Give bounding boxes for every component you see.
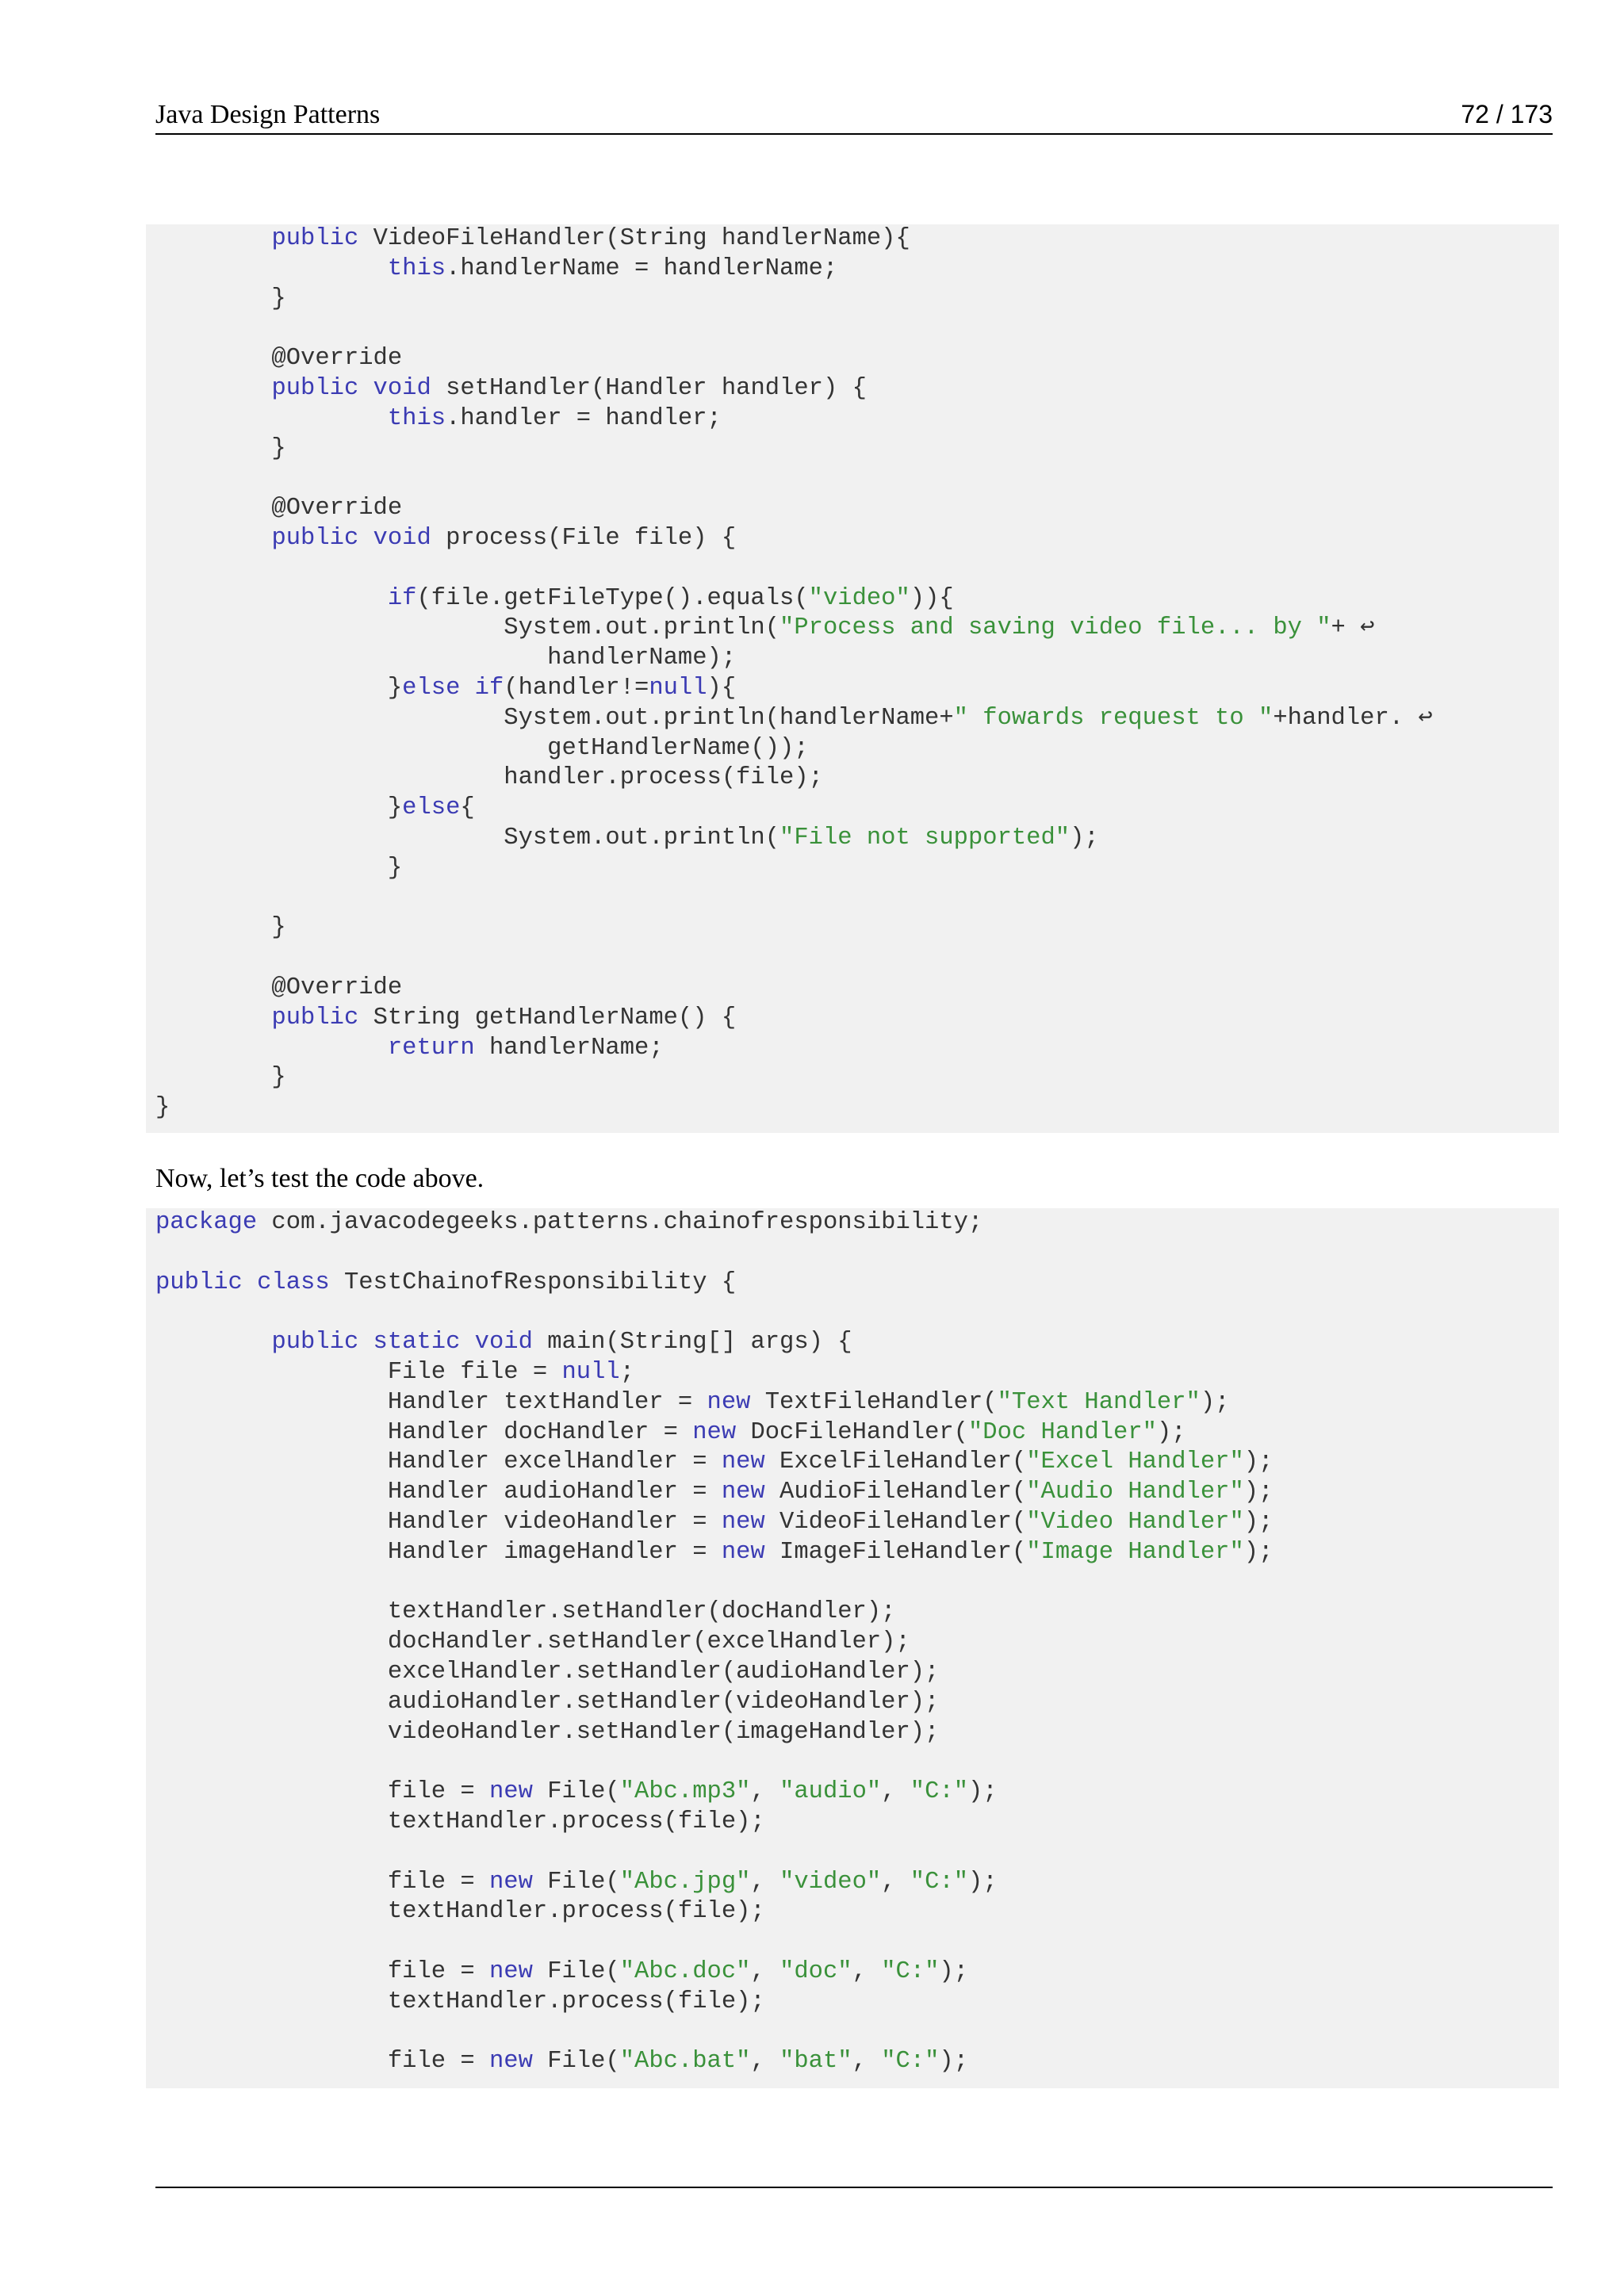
- code-keyword: new: [721, 1479, 765, 1506]
- code-keyword: public: [271, 225, 359, 252]
- code-text: );: [939, 1957, 969, 1985]
- code-line: [155, 285, 1559, 315]
- code-text: );: [1243, 1448, 1274, 1476]
- code-text: String getHandlerName() {: [358, 1004, 737, 1031]
- code-text: ExcelFileHandler(: [764, 1448, 1027, 1476]
- code-line: [155, 884, 1559, 914]
- code-text: [155, 1004, 271, 1031]
- code-text: TextFileHandler(: [750, 1388, 998, 1416]
- code-string: "Text Handler": [997, 1388, 1201, 1416]
- code-text: docHandler.setHandler(excelHandler);: [155, 1628, 910, 1656]
- code-text: );: [1200, 1388, 1230, 1416]
- code-string: "Video Handler": [1026, 1508, 1244, 1536]
- footer-rule: [155, 2187, 1553, 2188]
- code-line: [155, 943, 1559, 974]
- code-string: "Abc.jpg": [619, 1868, 751, 1896]
- code-keyword: if: [387, 584, 417, 612]
- code-string: "Excel Handler": [1026, 1448, 1244, 1476]
- code-string: "video": [779, 1868, 882, 1896]
- code-text: Handler audioHandler =: [155, 1479, 722, 1506]
- code-line: [155, 1063, 1559, 1093]
- code-string: " fowards request to ": [953, 704, 1274, 732]
- code-text: Handler videoHandler =: [155, 1508, 722, 1536]
- code-keyword: public: [271, 1004, 359, 1031]
- code-line: [155, 374, 1559, 404]
- code-text: [155, 225, 271, 252]
- code-string: "doc": [779, 1957, 852, 1985]
- code-keyword: public void: [271, 374, 431, 402]
- code-line: [155, 1777, 1559, 1808]
- code-line: [155, 1868, 1559, 1898]
- code-text: }: [155, 674, 403, 702]
- code-line: [155, 1004, 1559, 1034]
- code-text: file =: [155, 1778, 489, 1806]
- code-text: }: [155, 285, 286, 312]
- code-keyword: null: [561, 1358, 620, 1386]
- code-line: [155, 524, 1559, 554]
- code-string: "Audio Handler": [1026, 1479, 1244, 1506]
- code-text: }: [155, 914, 286, 942]
- code-line: [155, 1298, 1559, 1328]
- code-keyword: null: [649, 674, 707, 702]
- code-line: [155, 704, 1559, 734]
- code-line: [155, 854, 1559, 884]
- code-text: textHandler.process(file);: [155, 1988, 765, 2015]
- code-text: );: [968, 1778, 998, 1806]
- code-line: [155, 1718, 1559, 1748]
- code-text: File(: [532, 2048, 620, 2076]
- code-text: textHandler.process(file);: [155, 1898, 765, 1926]
- code-line: [155, 1508, 1559, 1538]
- code-text: main(String[] args) {: [532, 1329, 852, 1357]
- code-text: handlerName;: [474, 1034, 664, 1062]
- code-line: [155, 494, 1559, 524]
- code-text: ,: [750, 1868, 780, 1896]
- code-text: );: [1243, 1508, 1274, 1536]
- code-string: "C:": [881, 1957, 940, 1985]
- code-line: [155, 674, 1559, 704]
- page-number: 72 / 173: [1461, 100, 1553, 128]
- code-line: [155, 434, 1559, 465]
- code-keyword: new: [721, 1508, 765, 1536]
- code-line: [155, 1808, 1559, 1838]
- code-line: [155, 1478, 1559, 1508]
- code-text: );: [1070, 824, 1099, 851]
- code-line: [155, 614, 1559, 644]
- code-line: [155, 1358, 1559, 1388]
- code-string: "File not supported": [779, 824, 1071, 851]
- code-string: "Process and saving video file... by ": [779, 614, 1331, 642]
- code-text: file =: [155, 2048, 489, 2076]
- code-line: [155, 1448, 1559, 1478]
- code-text: .handler = handler;: [446, 404, 722, 432]
- code-block-video-file-handler: [146, 224, 1559, 1133]
- code-text: }: [155, 434, 286, 462]
- code-text: ,: [750, 1957, 780, 1985]
- code-text: com.javacodegeeks.patterns.chainofresponsibility;: [257, 1209, 983, 1236]
- code-line: [155, 1747, 1559, 1777]
- code-keyword: new: [707, 1388, 751, 1416]
- code-keyword: new: [488, 1957, 533, 1985]
- code-text: ;: [619, 1358, 635, 1386]
- code-text: [155, 525, 271, 552]
- document-title: Java Design Patterns: [155, 100, 381, 129]
- code-text: (handler!=: [504, 674, 649, 702]
- code-keyword: else if: [402, 674, 504, 702]
- code-text: System.out.println(: [155, 614, 780, 642]
- code-string: "C:": [910, 1868, 969, 1896]
- code-line: [155, 644, 1559, 674]
- code-line: [155, 554, 1559, 584]
- code-text: DocFileHandler(: [736, 1418, 968, 1446]
- code-text: getHandlerName());: [155, 734, 809, 762]
- code-text: File(: [532, 1957, 620, 1985]
- code-text: {: [460, 794, 475, 822]
- code-text: VideoFileHandler(: [764, 1508, 1027, 1536]
- code-line: [155, 763, 1559, 794]
- code-keyword: public static void: [271, 1329, 533, 1357]
- code-line: [155, 464, 1559, 494]
- page-header: [155, 100, 1553, 135]
- code-line: [155, 1093, 1559, 1123]
- code-text: excelHandler.setHandler(audioHandler);: [155, 1658, 940, 1686]
- code-text: @Override: [155, 345, 403, 373]
- code-text: [155, 375, 271, 402]
- code-string: "Abc.doc": [619, 1957, 751, 1985]
- code-text: Handler imageHandler =: [155, 1538, 722, 1566]
- code-text: System.out.println(: [155, 824, 780, 851]
- code-line: [155, 1838, 1559, 1868]
- code-line: [155, 824, 1559, 854]
- code-keyword: new: [488, 2048, 533, 2076]
- code-line: [155, 344, 1559, 374]
- code-keyword: new: [721, 1538, 765, 1566]
- code-text: VideoFileHandler(String handlerName){: [358, 225, 910, 252]
- code-line: [155, 2047, 1559, 2077]
- code-text: textHandler.process(file);: [155, 1808, 765, 1835]
- code-text: textHandler.setHandler(docHandler);: [155, 1598, 896, 1626]
- code-line: [155, 734, 1559, 764]
- code-string: "audio": [779, 1778, 882, 1806]
- code-line: [155, 1388, 1559, 1418]
- code-text: );: [939, 2048, 969, 2076]
- code-line: [155, 254, 1559, 285]
- code-keyword: else: [402, 794, 461, 822]
- code-text: );: [1243, 1538, 1274, 1566]
- code-line: [155, 1957, 1559, 1988]
- code-keyword: public class: [155, 1269, 330, 1296]
- code-text: }: [155, 794, 403, 822]
- code-line: [155, 794, 1559, 824]
- code-line: [155, 584, 1559, 614]
- code-line: [155, 1238, 1559, 1269]
- code-line: [155, 913, 1559, 943]
- code-text: }: [155, 1094, 170, 1122]
- code-line: [155, 1328, 1559, 1358]
- code-text: setHandler(Handler handler) {: [431, 374, 867, 402]
- code-text: ,: [881, 1868, 910, 1896]
- code-line: [155, 1034, 1559, 1064]
- code-string: "Image Handler": [1026, 1538, 1244, 1566]
- code-line: [155, 1269, 1559, 1299]
- code-text: @Override: [155, 495, 403, 522]
- code-text: );: [1156, 1418, 1186, 1446]
- code-text: ,: [750, 2048, 780, 2076]
- code-text: Handler textHandler =: [155, 1388, 707, 1416]
- code-text: [155, 1329, 271, 1356]
- code-keyword: new: [721, 1448, 765, 1476]
- code-text: Handler excelHandler =: [155, 1448, 722, 1476]
- code-line: [155, 1418, 1559, 1448]
- code-keyword: new: [488, 1868, 533, 1896]
- code-line: [155, 224, 1559, 254]
- code-line: [155, 1598, 1559, 1628]
- code-text: audioHandler.setHandler(videoHandler);: [155, 1688, 940, 1716]
- code-text: .handlerName = handlerName;: [446, 254, 838, 282]
- code-text: );: [1243, 1479, 1274, 1506]
- code-line: [155, 974, 1559, 1004]
- code-text: file =: [155, 1868, 489, 1896]
- code-line: [155, 1208, 1559, 1238]
- code-text: videoHandler.setHandler(imageHandler);: [155, 1718, 940, 1746]
- code-text: handlerName);: [155, 645, 737, 672]
- code-line: [155, 1658, 1559, 1688]
- code-string: "Abc.bat": [619, 2048, 751, 2076]
- code-line: [155, 1897, 1559, 1927]
- code-text: File(: [532, 1868, 620, 1896]
- code-text: process(File file) {: [431, 524, 737, 552]
- code-text: [155, 405, 388, 432]
- body-paragraph: Now, let’s test the code above.: [155, 1164, 485, 1193]
- code-text: handler.process(file);: [155, 764, 823, 792]
- code-text: )){: [910, 584, 954, 612]
- code-string: "C:": [910, 1778, 969, 1806]
- code-line: [155, 404, 1559, 434]
- code-text: ,: [881, 1778, 910, 1806]
- code-text: [155, 1035, 388, 1062]
- code-text: @Override: [155, 974, 403, 1001]
- code-string: "bat": [779, 2048, 852, 2076]
- code-line: [155, 1538, 1559, 1568]
- code-keyword: new: [488, 1778, 533, 1806]
- code-text: }: [155, 1064, 286, 1092]
- code-keyword: public void: [271, 524, 431, 552]
- code-line: [155, 314, 1559, 344]
- code-text: ,: [750, 1778, 780, 1806]
- code-line: [155, 1988, 1559, 2018]
- code-text: (file.getFileType().equals(: [416, 584, 809, 612]
- code-keyword: new: [692, 1418, 737, 1446]
- code-string: "Abc.mp3": [619, 1778, 751, 1806]
- code-line: [155, 1927, 1559, 1957]
- code-string: "Doc Handler": [968, 1418, 1157, 1446]
- code-text: +handler. ↩: [1273, 704, 1433, 732]
- code-string: "video": [808, 584, 910, 612]
- code-text: File file =: [155, 1358, 562, 1386]
- code-text: [155, 585, 388, 612]
- code-line: [155, 1688, 1559, 1718]
- code-text: AudioFileHandler(: [764, 1479, 1027, 1506]
- code-keyword: return: [387, 1034, 475, 1062]
- code-keyword: package: [155, 1209, 258, 1236]
- code-block-test-chain: [146, 1208, 1559, 2088]
- code-text: );: [968, 1868, 998, 1896]
- code-text: ){: [707, 674, 737, 702]
- code-keyword: this: [387, 254, 446, 282]
- code-text: ImageFileHandler(: [764, 1538, 1027, 1566]
- code-text: ,: [852, 1957, 882, 1985]
- code-text: Handler docHandler =: [155, 1418, 693, 1446]
- code-string: "C:": [881, 2048, 940, 2076]
- code-line: [155, 1568, 1559, 1598]
- code-keyword: this: [387, 404, 446, 432]
- code-text: + ↩: [1331, 614, 1375, 642]
- code-text: file =: [155, 1957, 489, 1985]
- code-text: File(: [532, 1778, 620, 1806]
- code-text: TestChainofResponsibility {: [329, 1269, 737, 1296]
- code-text: }: [155, 854, 403, 882]
- code-text: ,: [852, 2048, 882, 2076]
- code-text: System.out.println(handlerName+: [155, 704, 954, 732]
- code-line: [155, 1628, 1559, 1658]
- code-text: [155, 255, 388, 282]
- code-line: [155, 2018, 1559, 2048]
